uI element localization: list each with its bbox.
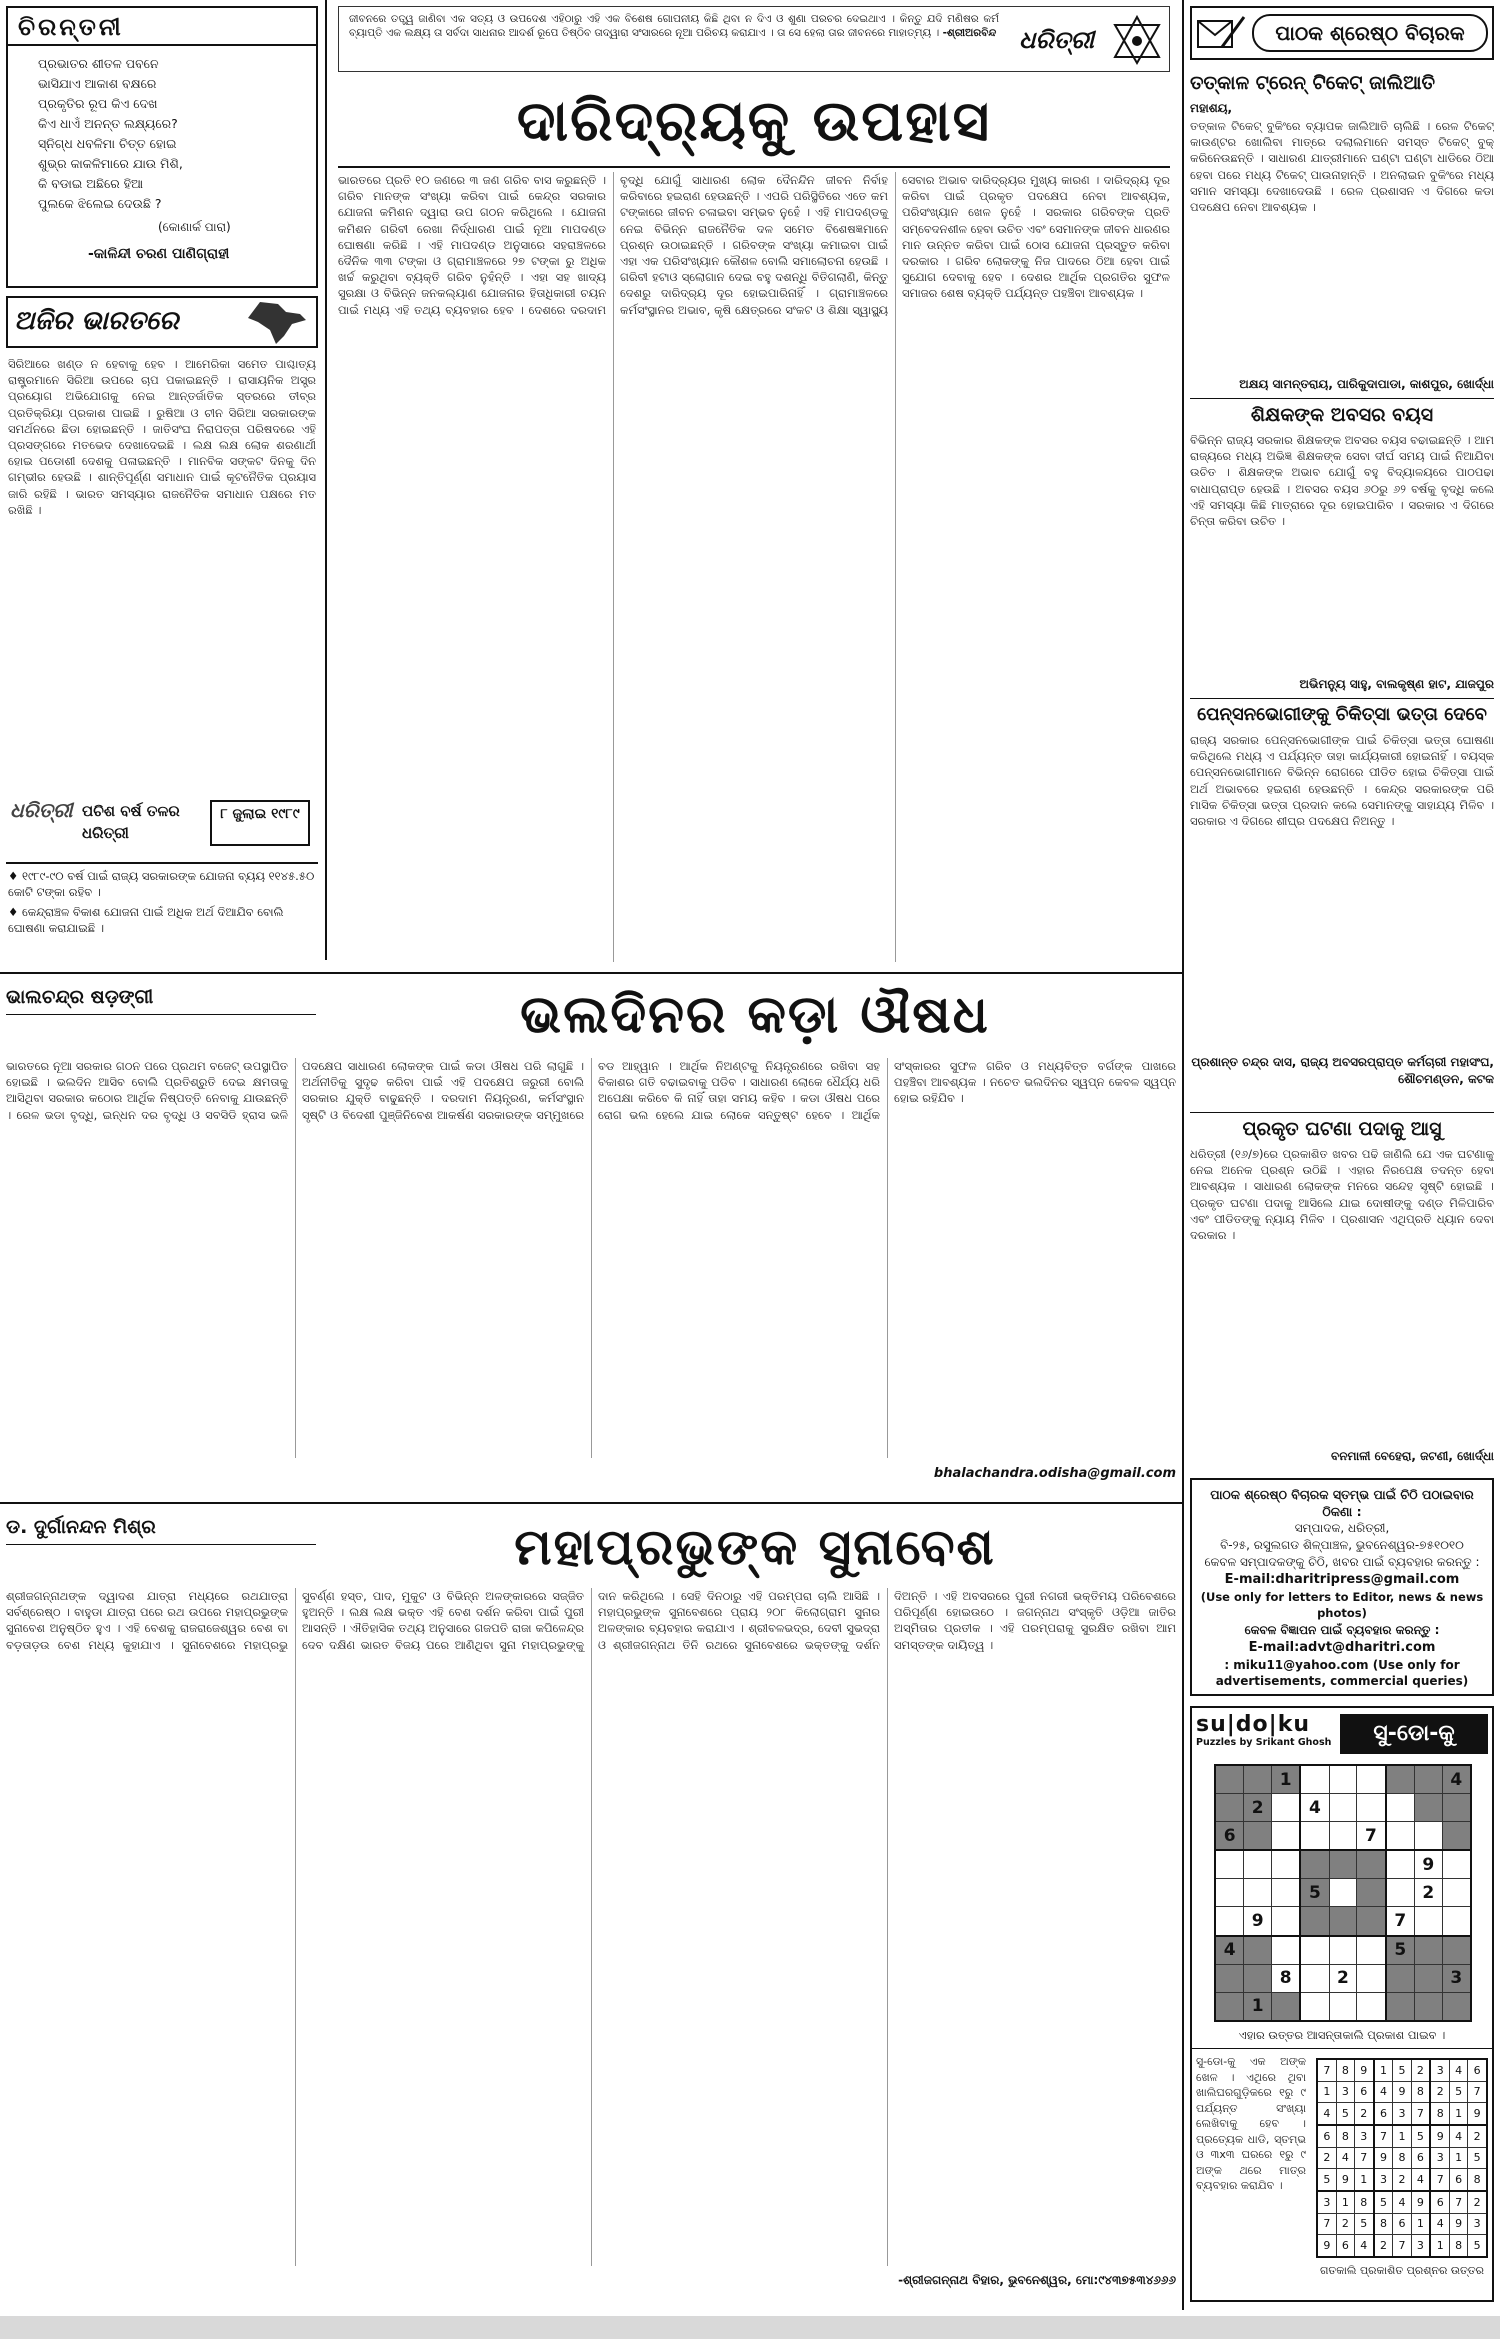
answer-cell: 8 — [1336, 2059, 1354, 2081]
sudoku-cell[interactable] — [1300, 1765, 1329, 1794]
reader-banner — [1190, 6, 1494, 60]
sudoku-cell[interactable] — [1386, 1822, 1415, 1851]
sudoku-cell[interactable] — [1442, 1879, 1471, 1907]
sudoku-cell[interactable] — [1329, 1879, 1357, 1907]
sudoku-cell[interactable] — [1442, 1936, 1471, 1965]
reader-banner-title: ପାଠକ ଶ୍ରେଷ୍ଠ ବିଚାରକ — [1252, 14, 1488, 52]
poem-line: ପ୍ରଭାତର ଶୀତଳ ପବନେ — [38, 56, 159, 71]
answer-cell: 5 — [1468, 2235, 1487, 2257]
sudoku-cell[interactable] — [1300, 1936, 1329, 1965]
sudoku-cell[interactable] — [1300, 1850, 1329, 1879]
sudoku-cell[interactable]: 9 — [1244, 1907, 1272, 1936]
sudoku-cell[interactable] — [1215, 1964, 1244, 1992]
column-divider — [1182, 0, 1184, 2310]
answer-cell: 2 — [1374, 2235, 1393, 2257]
letter-title: ପେନ୍ସନଭୋଗୀଙ୍କୁ ଚିକିତ୍ସା ଭତ୍ତା ଦେବେ — [1197, 704, 1487, 725]
answer-cell: 1 — [1354, 2169, 1373, 2191]
answer-cell: 7 — [1374, 2125, 1393, 2147]
answer-cell: 6 — [1393, 2213, 1411, 2234]
address-line: କେବଳ ସମ୍ପାଦକଙ୍କୁ ଚିଠି, ଖବର ପାଇଁ ବ୍ୟବହାର କରନ୍ତୁ : — [1204, 1555, 1480, 1569]
answer-cell: 7 — [1411, 2103, 1430, 2125]
letter-body: ଧରିତ୍ରୀ (୧୬/୭)ରେ ପ୍ରକାଶିତ ଖବର ପଢି ଜାଣିଲି ଯେ ଏକ ଘଟଣାକୁ ନେଇ ଅନେକ ପ୍ରଶ୍ନ ଉଠିଛି । ଏହାର ନିରପେକ୍ଷ ତଦନ୍ତ ହେବା ଆବଶ୍ୟକ । ସାଧାରଣ ଲୋକଙ୍କ ମନରେ ସନ୍ଦେହ ସୃଷ୍ଟି ହୋଇଛି । ପ୍ରକୃତ ଘଟଣା ପଦାକୁ ଆସିଲେ ଯାଇ ଦୋଷୀଙ୍କୁ ଦଣ୍ଡ ମିଳିପାରିବ ଏବଂ ପୀଡିତଙ୍କୁ ନ୍ୟାୟ ମିଳିବ । ପ୍ରଶାସନ ଏଥିପ୍ରତି ଧ୍ୟାନ ଦେବା ଦରକାର । — [1190, 1147, 1494, 1243]
sudoku-cell[interactable] — [1414, 1765, 1442, 1794]
sudoku-cell[interactable] — [1414, 1964, 1442, 1992]
column-divider — [325, 0, 327, 960]
answer-cell: 4 — [1374, 2081, 1393, 2102]
sudoku-cell[interactable]: 3 — [1442, 1964, 1471, 1992]
answer-cell: 2 — [1317, 2147, 1336, 2168]
answer-cell: 5 — [1393, 2059, 1411, 2081]
mahaprabhu-body: ଶ୍ରୀଜଗନ୍ନାଥଙ୍କ ଦ୍ୱାଦଶ ଯାତ୍ରା ମଧ୍ୟରେ ରଥଯାତ୍ରା ସର୍ବଶ୍ରେଷ୍ଠ । ବାହୁଡା ଯାତ୍ରା ପରେ ରଥ ଉପରେ ମହାପ୍ରଭୁଙ୍କ ସୁନାବେଶ ଅନୁଷ୍ଠିତ ହୁଏ । ଏହି ବେଶକୁ ରାଜରାଜେଶ୍ୱର ବେଶ ବା ବଡ଼ତାଡ଼ଉ ବେଶ ମଧ୍ୟ କୁହାଯାଏ । ସୁନାବେଶରେ ମହାପ୍ରଭୁ ସୁବର୍ଣ୍ଣ ହସ୍ତ, ପାଦ, ମୁକୁଟ ଓ ବିଭିନ୍ନ ଅଳଙ୍କାରରେ ସଜ୍ଜିତ ହୁଅନ୍ତି । ଲକ୍ଷ ଲକ୍ଷ ଭକ୍ତ ଏହି ବେଶ ଦର୍ଶନ କରିବା ପାଇଁ ପୁରୀ ଆସନ୍ତି । ଐତିହାସିକ ତଥ୍ୟ ଅନୁସାରେ ଗଜପତି ରାଜା କପିଳେନ୍ଦ୍ର ଦେବ ଦକ୍ଷିଣ ଭାରତ ବିଜୟ ପରେ ଆଣିଥିବା ସୁନା ମହାପ୍ରଭୁଙ୍କୁ ଦାନ କରିଥିଲେ । ସେହି ଦିନଠାରୁ ଏହି ପରମ୍ପରା ଚାଲି ଆସିଛି । ମହାପ୍ରଭୁଙ୍କ ସୁନାବେଶରେ ପ୍ରାୟ ୨୦୮ କିଲୋଗ୍ରାମ ସୁନାର ଅଳଙ୍କାର ବ୍ୟବହାର କରାଯାଏ । ଶ୍ରୀବଳଭଦ୍ର, ଦେବୀ ସୁଭଦ୍ରା ଓ ଶ୍ରୀଜଗନ୍ନାଥ ତିନି ରଥରେ ସୁନାବେଶରେ ଭକ୍ତଙ୍କୁ ଦର୍ଶନ ଦିଅନ୍ତି । ଏହି ଅବସରରେ ପୁରୀ ନଗରୀ ଭକ୍ତିମୟ ପରିବେଶରେ ପରିପୂର୍ଣ୍ଣ ହୋଇଉଠେ । ଜଗନ୍ନାଥ ସଂସ୍କୃତି ଓଡ଼ିଆ ଜାତିର ଅସ୍ମିତାର ପ୍ରତୀକ । ଏହି ପରମ୍ପରାକୁ ସୁରକ୍ଷିତ ରଖିବା ଆମ ସମସ୍ତଙ୍କ ଦାୟିତ୍ୱ । — [6, 1589, 1176, 1652]
answer-cell: 4 — [1411, 2169, 1430, 2191]
sudoku-cell[interactable]: 7 — [1386, 1907, 1415, 1936]
answer-cell: 6 — [1374, 2103, 1393, 2125]
sudoku-cell[interactable] — [1386, 1879, 1415, 1907]
ad-email-note: advertisements, commercial queries) — [1215, 1674, 1469, 1688]
sudoku-caption: ଏହାର ଉତ୍ତର ଆସନ୍ତାକାଲି ପ୍ରକାଶ ପାଇବ । — [1238, 2028, 1446, 2042]
sudoku-cell[interactable]: 4 — [1215, 1936, 1244, 1965]
letter-signature: ଅଭିମନ୍ୟୁ ସାହୁ, ବାଲକୃଷ୍ଣ ହାଟ, ଯାଜପୁର — [1299, 677, 1494, 691]
sudoku-cell[interactable] — [1244, 1936, 1272, 1965]
sudoku-cell[interactable] — [1414, 1907, 1442, 1936]
answer-cell: 8 — [1468, 2169, 1487, 2191]
answer-cell: 6 — [1336, 2235, 1354, 2257]
dharitri-mini-logo: ଧରିତ୍ରୀ — [10, 798, 73, 822]
answer-cell: 6 — [1430, 2191, 1449, 2213]
divider — [1190, 698, 1494, 699]
divider — [1190, 1112, 1494, 1113]
answer-cell: 2 — [1430, 2081, 1449, 2102]
poem-line: ଭାସିଯାଏ ଆକାଶ ବକ୍ଷରେ — [38, 76, 157, 91]
answer-cell: 1 — [1411, 2213, 1430, 2234]
answer-cell: 3 — [1393, 2103, 1411, 2125]
poem-line: କିଏ ଧାଏଁ ଅନନ୍ତ ଲକ୍ଷ୍ୟରେ? — [38, 116, 178, 131]
masthead-quote-box — [338, 6, 1170, 72]
pachisha-item: ♦ କେନ୍ଦ୍ରାଞ୍ଚଳ ବିକାଶ ଯୋଜନା ପାଇଁ ଅଧିକ ଅର୍ଥ ଦିଆଯିବ ବୋଲି ଘୋଷଣା କରାଯାଇଛି । — [8, 905, 284, 935]
sudoku-cell[interactable] — [1357, 1850, 1386, 1879]
sudoku-cell[interactable] — [1272, 1794, 1301, 1822]
answer-cell: 5 — [1411, 2125, 1430, 2147]
answer-cell: 3 — [1430, 2059, 1449, 2081]
answer-cell: 9 — [1317, 2235, 1336, 2257]
answer-cell: 7 — [1317, 2213, 1336, 2234]
answer-cell: 5 — [1450, 2081, 1468, 2102]
answer-cell: 4 — [1450, 2125, 1468, 2147]
poem-line: କି ବଡାଇ ଅଛିରେ ହିଆ — [38, 176, 144, 191]
page-footer-band — [0, 2316, 1500, 2339]
answer-cell: 9 — [1430, 2125, 1449, 2147]
letter-body: ବିଭିନ୍ନ ରାଜ୍ୟ ସରକାର ଶିକ୍ଷକଙ୍କ ଅବସର ବୟସ ବଢାଇଛନ୍ତି । ଆମ ରାଜ୍ୟରେ ମଧ୍ୟ ଅଭିଜ୍ଞ ଶିକ୍ଷକଙ୍କ ସେବା ଦୀର୍ଘ ସମୟ ପାଇଁ ନିଆଯିବା ଉଚିତ । ଶିକ୍ଷକଙ୍କ ଅଭାବ ଯୋଗୁଁ ବହୁ ବିଦ୍ୟାଳୟରେ ପାଠପଢା ବାଧାପ୍ରାପ୍ତ ହେଉଛି । ଅବସର ବୟସ ୬୦ରୁ ୬୨ ବର୍ଷକୁ ବୃଦ୍ଧି କଲେ ଏହି ସମସ୍ୟା କିଛି ମାତ୍ରାରେ ଦୂର ହୋଇପାରିବ । ସରକାର ଏ ଦିଗରେ ଚିନ୍ତା କରିବା ଉଚିତ । — [1190, 433, 1494, 529]
letter-title: ପ୍ରକୃତ ଘଟଣା ପଦାକୁ ଆସୁ — [1242, 1118, 1442, 1140]
chiranthani-title: ଚିରନ୍ତନୀ — [8, 8, 316, 46]
letter-signature: ଅକ୍ଷୟ ସାମନ୍ତରାୟ, ପାରିକୁଦାପାଡା, କାଶପୁର, ଖୋର୍ଦ୍ଧା — [1239, 377, 1494, 391]
answer-cell: 8 — [1393, 2147, 1411, 2168]
answer-cell: 9 — [1374, 2147, 1393, 2168]
answer-cell: 2 — [1468, 2191, 1487, 2213]
letter-title: ତତ୍କାଳ ଟ୍ରେନ୍ ଟିକେଟ୍ ଜାଲିଆତି — [1190, 72, 1436, 94]
answer-cell: 3 — [1430, 2147, 1449, 2168]
answer-cell: 3 — [1468, 2213, 1487, 2234]
sudoku-cell[interactable]: 2 — [1414, 1879, 1442, 1907]
mahaprabhu-title: ମହାପ୍ରଭୁଙ୍କ ସୁନାବେଶ — [514, 1518, 996, 1576]
sudoku-cell[interactable] — [1329, 1794, 1357, 1822]
sudoku-cell[interactable] — [1442, 1992, 1471, 2021]
sudoku-cell[interactable] — [1215, 1765, 1244, 1794]
answer-cell: 4 — [1393, 2191, 1411, 2213]
pachisha-date: ୮ ଜୁଲାଇ ୧୯୮୯ — [210, 800, 310, 846]
answer-cell: 5 — [1374, 2191, 1393, 2213]
editor-email-note: (Use only for letters to Editor, news & news photos) — [1200, 1590, 1484, 1620]
sudoku-cell[interactable] — [1414, 1822, 1442, 1851]
sudoku-cell[interactable] — [1272, 1850, 1301, 1879]
pachisha-item: ♦ ୧୯୮୯-୯୦ ବର୍ଷ ପାଇଁ ରାଜ୍ୟ ସରକାରଙ୍କ ଯୋଜନା ବ୍ୟୟ ୧୧୪୫.୫୦ କୋଟି ଟଙ୍କା ରହିବ । — [8, 869, 315, 899]
section-divider — [0, 972, 1182, 974]
lead-body: ଭାରତରେ ପ୍ରତି ୧୦ ଜଣରେ ୩ ଜଣ ଗରିବ ବାସ କରୁଛନ୍ତି । ଗରିବ ମାନଙ୍କ ସଂଖ୍ୟା କରିବା ପାଇଁ କେନ୍ଦ୍ର ସରକାର ଯୋଜନା କମିଶନ ଦ୍ୱାରା ଉପ ଗଠନ କରିଥିଲେ । ଯୋଜନା କମିଶନ ଗରିବୀ ରେଖା ନିର୍ଦ୍ଧାରଣ ପାଇଁ ନୂଆ ମାପଦଣ୍ଡ ଘୋଷଣା କରିଛି । ଏହି ମାପଦଣ୍ଡ ଅନୁସାରେ ସହରାଞ୍ଚଳରେ ଦୈନିକ ୩୩ ଟଙ୍କା ଓ ଗ୍ରାମାଞ୍ଚଳରେ ୨୭ ଟଙ୍କା ରୁ ଅଧିକ ଖର୍ଚ୍ଚ କରୁଥିବା ବ୍ୟକ୍ତି ଗରିବ ନୁହଁନ୍ତି । ଏହା ସହ ଖାଦ୍ୟ ସୁରକ୍ଷା ଓ ବିଭିନ୍ନ ଜନକଲ୍ୟାଣ ଯୋଜନାର ହିତାଧିକାରୀ ଚୟନ ପାଇଁ ମଧ୍ୟ ଏହି ତଥ୍ୟ ବ୍ୟବହାର ହେବ । ଦେଶରେ ଦରଦାମ ବୃଦ୍ଧି ଯୋଗୁଁ ସାଧାରଣ ଲୋକ ଦୈନନ୍ଦିନ ଜୀବନ ନିର୍ବାହ କରିବାରେ ହଇରାଣ ହେଉଛନ୍ତି । ଏପରି ପରିସ୍ଥିତିରେ ଏତେ କମ ଟଙ୍କାରେ ଜୀବନ ଚଳାଇବା ସମ୍ଭବ ନୁହେଁ । ଏହି ମାପଦଣ୍ଡକୁ ନେଇ ବିଭିନ୍ନ ରାଜନୈତିକ ଦଳ ସମେତ ବିଶେଷଜ୍ଞମାନେ ପ୍ରଶ୍ନ ଉଠାଇଛନ୍ତି । ଗରିବଙ୍କ ସଂଖ୍ୟା କମାଇବା ପାଇଁ ଏହା ଏକ ପରିସଂଖ୍ୟାନ କୌଶଳ ବୋଲି ସମାଲୋଚନା ହେଉଛି । ଗରିବୀ ହଟାଓ ସ୍ଲୋଗାନ ଦେଇ ବହୁ ଦଶନ୍ଧି ବିତିଗଲାଣି, କିନ୍ତୁ ଦେଶରୁ ଦାରିଦ୍ର୍ୟ ଦୂର ହୋଇପାରିନାହିଁ । ଗ୍ରାମାଞ୍ଚଳରେ କର୍ମସଂସ୍ଥାନର ଅଭାବ, କୃଷି କ୍ଷେତ୍ରରେ ସଂକଟ ଓ ଶିକ୍ଷା ସ୍ୱାସ୍ଥ୍ୟ ସେବାର ଅଭାବ ଦାରିଦ୍ର୍ୟର ମୁଖ୍ୟ କାରଣ । ଦାରିଦ୍ର୍ୟ ଦୂର କରିବା ପାଇଁ ପ୍ରକୃତ ପଦକ୍ଷେପ ନେବା ଆବଶ୍ୟକ, ପରିସଂଖ୍ୟାନ ଖେଳ ନୁହେଁ । ସରକାର ଗରିବଙ୍କ ପ୍ରତି ସମ୍ବେଦନଶୀଳ ହେବା ଉଚିତ ଏବଂ ସେମାନଙ୍କ ଜୀବନ ଧାରଣର ମାନ ଉନ୍ନତ କରିବା ପାଇଁ ଠୋସ ଯୋଜନା ପ୍ରସ୍ତୁତ କରିବା ଦରକାର । ଗରିବ ଲୋକଙ୍କୁ ନିଜ ପାଦରେ ଠିଆ ହେବା ପାଇଁ ସୁଯୋଗ ଦେବାକୁ ହେବ । ଦେଶର ଆର୍ଥିକ ପ୍ରଗତିର ସୁଫଳ ସମାଜର ଶେଷ ବ୍ୟକ୍ତି ପର୍ଯ୍ୟନ୍ତ ପହଞ୍ଚିବା ଆବଶ୍ୟକ । — [338, 173, 1170, 317]
answer-cell: 6 — [1317, 2125, 1336, 2147]
letter-salutation: ମହାଶୟ, — [1190, 101, 1233, 115]
sudoku-box — [1190, 1706, 1494, 2302]
envelope-pen-icon — [1196, 13, 1246, 53]
sudoku-cell[interactable] — [1414, 1992, 1442, 2021]
sudoku-cell[interactable]: 6 — [1215, 1822, 1244, 1851]
sudoku-cell[interactable] — [1386, 1794, 1415, 1822]
answer-cell: 7 — [1468, 2081, 1487, 2102]
letter-signature: ବନମାଳୀ ବେହେରା, ଜଟଣୀ, ଖୋର୍ଦ୍ଧା — [1331, 1449, 1494, 1463]
answer-cell: 8 — [1354, 2191, 1373, 2213]
answer-cell: 7 — [1354, 2147, 1373, 2168]
sudoku-cell[interactable] — [1329, 1907, 1357, 1936]
divider — [6, 1544, 316, 1545]
sudoku-cell[interactable]: 5 — [1300, 1879, 1329, 1907]
answer-cell: 2 — [1411, 2059, 1430, 2081]
poem-line: ପୁଲକେ ଝିଲେଇ ଦେଉଛି ? — [38, 196, 162, 211]
answer-cell: 3 — [1354, 2125, 1373, 2147]
pachisha-title: ପଚିଶ ବର୍ଷ ତଳର ଧରିତ୍ରୀ — [82, 802, 180, 842]
sudoku-cell[interactable] — [1215, 1907, 1244, 1936]
answer-cell: 6 — [1450, 2169, 1468, 2191]
sudoku-cell[interactable] — [1357, 1794, 1386, 1822]
sudoku-cell[interactable] — [1300, 1907, 1329, 1936]
sudoku-cell[interactable] — [1300, 1992, 1329, 2021]
bhaladina-author: ଭାଲଚନ୍ଦ୍ର ଷଡ଼ଙ୍ଗୀ — [6, 986, 154, 1008]
answer-cell: 1 — [1450, 2103, 1468, 2125]
sudoku-cell[interactable] — [1215, 1850, 1244, 1879]
answer-cell: 8 — [1411, 2081, 1430, 2102]
sudoku-cell[interactable] — [1357, 1964, 1386, 1992]
sudoku-title: ସୁ-ଡୋ-କୁ — [1340, 1714, 1488, 1754]
sudoku-cell[interactable] — [1442, 1850, 1471, 1879]
sudoku-cell[interactable] — [1272, 1992, 1301, 2021]
poem-line: ପ୍ରକୃତିର ରୂପ କିଏ ଦେଖ — [38, 96, 158, 111]
sudoku-cell[interactable] — [1215, 1794, 1244, 1822]
answer-cell: 4 — [1450, 2059, 1468, 2081]
answer-cell: 5 — [1336, 2103, 1354, 2125]
answer-cell: 8 — [1336, 2125, 1354, 2147]
poet-name: -କାଳିନ୍ଦୀ ଚରଣ ପାଣିଗ୍ରାହୀ — [88, 246, 230, 262]
sudoku-cell[interactable] — [1414, 1794, 1442, 1822]
answer-cell: 1 — [1317, 2081, 1336, 2102]
sudoku-cell[interactable] — [1272, 1936, 1301, 1965]
bhaladina-body: ଭାରତରେ ନୂଆ ସରକାର ଗଠନ ପରେ ପ୍ରଥମ ବଜେଟ୍ ଉପସ୍ଥାପିତ ହୋଇଛି । ଭଲଦିନ ଆସିବ ବୋଲି ପ୍ରତିଶ୍ରୁତି ଦେଇ କ୍ଷମତାକୁ ଆସିଥିବା ସରକାର କଠୋର ଆର୍ଥିକ ନିଷ୍ପତ୍ତି ନେବାକୁ ଯାଉଛନ୍ତି । ରେଳ ଭଡା ବୃଦ୍ଧି, ଇନ୍ଧନ ଦର ବୃଦ୍ଧି ଓ ସବସିଡି ହ୍ରାସ ଭଳି ପଦକ୍ଷେପ ସାଧାରଣ ଲୋକଙ୍କ ପାଇଁ କଡା ଔଷଧ ପରି ଲାଗୁଛି । ଅର୍ଥନୀତିକୁ ସୁଦୃଢ କରିବା ପାଇଁ ଏହି ପଦକ୍ଷେପ ଜରୁରୀ ବୋଲି ସରକାର ଯୁକ୍ତି ବାଢୁଛନ୍ତି । ଦରଦାମ ନିୟନ୍ତ୍ରଣ, କର୍ମସଂସ୍ଥାନ ସୃଷ୍ଟି ଓ ବିଦେଶୀ ପୁଞ୍ଜିନିବେଶ ଆକର୍ଷଣ ସରକାରଙ୍କ ସମ୍ମୁଖରେ ବଡ ଆହ୍ୱାନ । ଆର୍ଥିକ ନିଅଣ୍ଟକୁ ନିୟନ୍ତ୍ରଣରେ ରଖିବା ସହ ବିକାଶର ଗତି ବଢାଇବାକୁ ପଡିବ । ସାଧାରଣ ଲୋକେ ଧୈର୍ଯ୍ୟ ଧରି ଅପେକ୍ଷା କରିବେ କି ନାହିଁ ତାହା ସମୟ କହିବ । କଡା ଔଷଧ ପରେ ରୋଗ ଭଲ ହେଲେ ଯାଇ ଲୋକେ ସନ୍ତୁଷ୍ଟ ହେବେ । ଆର୍ଥିକ ସଂସ୍କାରର ସୁଫଳ ଗରିବ ଓ ମଧ୍ୟବିତ୍ତ ବର୍ଗଙ୍କ ପାଖରେ ପହଞ୍ଚିବା ଆବଶ୍ୟକ । ନଚେତ ଭଲଦିନର ସ୍ୱପ୍ନ କେବଳ ସ୍ୱପ୍ନ ହୋଇ ରହିଯିବ । — [6, 1059, 1176, 1122]
divider — [6, 1014, 316, 1015]
address-line: ବି-୨୫, ରସୁଲଗଡ ଶିଳ୍ପାଞ୍ଚଳ, ଭୁବନେଶ୍ୱର-୭୫୧୦୧୦ — [1220, 1538, 1464, 1552]
letter-body: ରାଜ୍ୟ ସରକାର ପେନ୍ସନଭୋଗୀଙ୍କ ପାଇଁ ଚିକିତ୍ସା ଭତ୍ତା ଘୋଷଣା କରିଥିଲେ ମଧ୍ୟ ଏ ପର୍ଯ୍ୟନ୍ତ ତାହା କାର୍ଯ୍ୟକାରୀ ହୋଇନାହିଁ । ବୟସ୍କ ପେନ୍ସନଭୋଗୀମାନେ ବିଭିନ୍ନ ରୋଗରେ ପୀଡିତ ହୋଇ ଚିକିତ୍ସା ପାଇଁ ଅର୍ଥ ଅଭାବରେ ହଇରାଣ ହେଉଛନ୍ତି । କେନ୍ଦ୍ର ସରକାରଙ୍କ ପରି ମାସିକ ଚିକିତ୍ସା ଭତ୍ତା ପ୍ରଦାନ କଲେ ସେମାନଙ୍କୁ ସାହାଯ୍ୟ ମିଳିବ । ସରକାର ଏ ଦିଗରେ ଶୀଘ୍ର ପଦକ୍ଷେପ ନିଅନ୍ତୁ । — [1190, 733, 1494, 829]
answer-cell: 8 — [1450, 2235, 1468, 2257]
answer-cell: 6 — [1468, 2059, 1487, 2081]
answer-cell: 3 — [1317, 2191, 1336, 2213]
answer-cell: 7 — [1450, 2191, 1468, 2213]
sudoku-cell[interactable]: 9 — [1414, 1850, 1442, 1879]
divider — [1192, 2048, 1492, 2049]
sudoku-cell[interactable] — [1414, 1936, 1442, 1965]
sudoku-cell[interactable] — [1272, 1879, 1301, 1907]
bhaladina-email: bhalachandra.odisha@gmail.com — [933, 1466, 1176, 1481]
sudoku-cell[interactable] — [1329, 1850, 1357, 1879]
address-box — [1190, 1478, 1494, 1696]
answer-cell: 4 — [1336, 2147, 1354, 2168]
answer-cell: 9 — [1411, 2191, 1430, 2213]
pachisha-items — [8, 868, 316, 940]
quote-text: ଜୀବନରେ ତତ୍ତ୍ୱ ଜାଣିବା ଏକ ସତ୍ୟ ଓ ଉପଦେଶ ଏହିଠାରୁ ଏହି ଏକ ବିଶେଷ ଗୋପନୀୟ କିଛି ଥିବା ନ ଦିଏ ଓ ଶୁଣା ପରଚର ଦେଇଥାଏ । କିନ୍ତୁ ଯଦି ମଣିଷର କର୍ମ ବ୍ୟାପ୍ତି ଏକ ଲକ୍ଷ୍ୟ ତା ସର୍ବଦା ସାଧନାର ଆଦର୍ଶ ରୂପେ ତିଷ୍ଠିବ ତାଦ୍ୱାରା ସଂସାରରେ ନୂଆ ପରିଚୟ କରାଯାଏ । ତା ସେ ହେଲା ତାର ଜୀବନରେ ମାହାତ୍ମ୍ୟ । — [349, 13, 999, 39]
address-heading: ପାଠକ ଶ୍ରେଷ୍ଠ ବିଚାରକ ସ୍ତମ୍ଭ ପାଇଁ ଚିଠି ପଠାଇବାର ଠିକଣା : — [1210, 1487, 1474, 1519]
answer-cell: 1 — [1430, 2235, 1449, 2257]
answer-cell: 1 — [1450, 2147, 1468, 2168]
section-divider — [0, 1502, 1182, 1504]
answer-cell: 7 — [1430, 2169, 1449, 2191]
sudoku-cell[interactable] — [1272, 1907, 1301, 1936]
answer-cell: 9 — [1468, 2103, 1487, 2125]
ajira-bharat-body: ସିରିଆରେ ଖଣ୍ଡ ନ ହେବାକୁ ହେବ । ଆମେରିକା ସମେତ ପାଶ୍ଚାତ୍ୟ ରାଷ୍ଟ୍ରମାନେ ସିରିଆ ଉପରେ ଚାପ ପକାଇଛନ୍ତି । ରାସାୟନିକ ଅସ୍ତ୍ର ପ୍ରୟୋଗ ଅଭିଯୋଗକୁ ନେଇ ଆନ୍ତର୍ଜାତିକ ସ୍ତରରେ ତୀବ୍ର ପ୍ରତିକ୍ରିୟା ପ୍ରକାଶ ପାଇଛି । ରୁଷିଆ ଓ ଚୀନ ସିରିଆ ସରକାରଙ୍କ ସମର୍ଥନରେ ଛିଡା ହୋଇଛନ୍ତି । ଜାତିସଂଘ ନିରାପତ୍ତା ପରିଷଦରେ ଏହି ପ୍ରସଙ୍ଗରେ ମତଭେଦ ଦେଖାଦେଇଛି । ଲକ୍ଷ ଲକ୍ଷ ଲୋକ ଶରଣାର୍ଥୀ ହୋଇ ପଡୋଶୀ ଦେଶକୁ ପଳାଇଛନ୍ତି । ମାନବିକ ସଙ୍କଟ ଦିନକୁ ଦିନ ଗମ୍ଭୀର ହେଉଛି । ଶାନ୍ତିପୂର୍ଣ୍ଣ ସମାଧାନ ପାଇଁ କୂଟନୈତିକ ପ୍ରୟାସ ଜାରି ରହିଛି । ଭାରତ ସମସ୍ୟାର ରାଜନୈତିକ ସମାଧାନ ପକ୍ଷରେ ମତ ରଖିଛି । — [8, 357, 316, 517]
sudoku-cell[interactable] — [1386, 1765, 1415, 1794]
answer-cell: 5 — [1317, 2169, 1336, 2191]
sudoku-cell[interactable]: 5 — [1386, 1936, 1415, 1965]
answer-cell: 2 — [1393, 2169, 1411, 2191]
sudoku-brand-text: su|do|ku — [1196, 1712, 1310, 1737]
answer-cell: 9 — [1336, 2169, 1354, 2191]
sudoku-cell[interactable]: 4 — [1442, 1765, 1471, 1794]
sudoku-cell[interactable] — [1300, 1964, 1329, 1992]
sudoku-cell[interactable] — [1442, 1822, 1471, 1851]
india-map-icon — [240, 300, 310, 346]
sudoku-cell[interactable] — [1357, 1907, 1386, 1936]
sudoku-cell[interactable] — [1244, 1822, 1272, 1851]
sudoku-cell[interactable]: 7 — [1357, 1822, 1386, 1851]
ajira-bharat-title: ଅଜିର ଭାରତରେ — [14, 306, 179, 336]
sudoku-cell[interactable] — [1329, 1936, 1357, 1965]
letter-title: ଶିକ୍ଷକଙ୍କ ଅବସର ବୟସ — [1250, 404, 1434, 426]
answer-cell: 7 — [1317, 2059, 1336, 2081]
sudoku-cell[interactable] — [1386, 1850, 1415, 1879]
mahaprabhu-author: ଡ. ଦୁର୍ଗାନନ୍ଦନ ମିଶ୍ର — [6, 1516, 156, 1538]
sudoku-cell[interactable] — [1244, 1879, 1272, 1907]
answer-cell: 6 — [1411, 2147, 1430, 2168]
answer-cell: 3 — [1336, 2081, 1354, 2102]
sudoku-cell[interactable] — [1329, 1822, 1357, 1851]
sudoku-cell[interactable] — [1244, 1765, 1272, 1794]
sudoku-cell[interactable] — [1300, 1822, 1329, 1851]
mahaprabhu-signature: -ଶ୍ରୀଜଗନ୍ନାଥ ବିହାର, ଭୁବନେଶ୍ୱର, ମୋ:୯୪୩୭୫୩୪୬୬୬ — [898, 2273, 1176, 2287]
answer-cell: 9 — [1450, 2213, 1468, 2234]
sudoku-cell[interactable] — [1215, 1992, 1244, 2021]
sudoku-rules: ସୁ-ଡୋ-କୁ ଏକ ଅଙ୍କ ଖେଳ । ଏଥିରେ ଥିବା ଖାଲିଘରଗୁଡ଼ିକରେ ୧ରୁ ୯ ପର୍ଯ୍ୟନ୍ତ ସଂଖ୍ୟା ଲେଖିବାକୁ ହେବ । ପ୍ରତ୍ୟେକ ଧାଡି, ସ୍ତମ୍ଭ ଓ ୩x୩ ଘରରେ ୧ରୁ ୯ ଅଙ୍କ ଥରେ ମାତ୍ର ବ୍ୟବହାର କରାଯିବ । — [1196, 2055, 1306, 2192]
sudoku-cell[interactable]: 8 — [1272, 1964, 1301, 1992]
sudoku-cell[interactable] — [1386, 1992, 1415, 2021]
sudoku-cell[interactable]: 2 — [1244, 1794, 1272, 1822]
sudoku-answer-grid — [1316, 2058, 1488, 2258]
poem-line: ଶୁଭ୍ର କାକଳିମାରେ ଯାଉ ମିଶି, — [38, 156, 183, 171]
answer-cell: 2 — [1468, 2125, 1487, 2147]
answer-cell: 7 — [1393, 2235, 1411, 2257]
paper-logo: ଧରିତ୍ରୀ — [1019, 25, 1094, 54]
sudoku-cell[interactable]: 1 — [1244, 1992, 1272, 2021]
sudoku-cell[interactable] — [1357, 1992, 1386, 2021]
lead-title: ଦାରିଦ୍ର୍ୟକୁ ଉପହାସ — [516, 89, 992, 154]
sudoku-cell[interactable] — [1442, 1794, 1471, 1822]
sudoku-cell[interactable] — [1386, 1964, 1415, 1992]
sudoku-cell[interactable] — [1272, 1822, 1301, 1851]
sudoku-cell[interactable] — [1215, 1879, 1244, 1907]
ad-heading: କେବଳ ବିଜ୍ଞାପନ ପାଇଁ ବ୍ୟବହାର କରନ୍ତୁ : — [1244, 1623, 1440, 1637]
answer-cell: 1 — [1393, 2125, 1411, 2147]
quote-author: -ଶ୍ରୀଅରବିନ୍ଦ — [942, 27, 997, 39]
sudoku-cell[interactable]: 4 — [1300, 1794, 1329, 1822]
bhaladina-title: ଭଲଦିନର କଡ଼ା ଔଷଧ — [520, 985, 990, 1045]
answer-cell: 5 — [1354, 2213, 1373, 2234]
sudoku-cell[interactable] — [1244, 1850, 1272, 1879]
sudoku-grid[interactable] — [1214, 1764, 1472, 2022]
answer-cell: 2 — [1354, 2103, 1373, 2125]
divider — [338, 166, 1170, 168]
sudoku-cell[interactable] — [1357, 1936, 1386, 1965]
sudoku-cell[interactable] — [1329, 1992, 1357, 2021]
pachisha-header — [6, 790, 318, 860]
star-emblem-icon — [1111, 13, 1163, 67]
sudoku-cell[interactable]: 1 — [1272, 1765, 1301, 1794]
masthead-quote — [349, 12, 999, 68]
divider — [1190, 398, 1494, 399]
sudoku-byline: Puzzles by Srikant Ghosh — [1196, 1737, 1332, 1748]
answer-cell: 3 — [1411, 2235, 1430, 2257]
answer-caption: ଗତକାଲି ପ୍ରକାଶିତ ପ୍ରଶ୍ନର ଉତ୍ତର — [1319, 2264, 1485, 2277]
answer-cell: 9 — [1354, 2059, 1373, 2081]
sudoku-cell[interactable] — [1442, 1907, 1471, 1936]
answer-cell: 8 — [1374, 2213, 1393, 2234]
answer-cell: 9 — [1393, 2081, 1411, 2102]
ad-email-alt[interactable]: : miku11@yahoo.com (Use only for — [1224, 1658, 1460, 1672]
answer-cell: 3 — [1374, 2169, 1393, 2191]
answer-cell: 1 — [1374, 2059, 1393, 2081]
divider — [6, 862, 318, 864]
poem-source: (କୋଣାର୍କ ପାରା) — [158, 220, 231, 234]
answer-cell: 4 — [1430, 2213, 1449, 2234]
answer-cell: 4 — [1354, 2235, 1373, 2257]
answer-cell: 2 — [1336, 2213, 1354, 2234]
answer-cell: 8 — [1430, 2103, 1449, 2125]
letter-body: ତତ୍କାଳ ଟିକେଟ୍ ବୁକିଂରେ ବ୍ୟାପକ ଜାଲିଆତି ଚାଲିଛି । ରେଳ ଟିକେଟ୍ କାଉଣ୍ଟର ଖୋଲିବା ମାତ୍ରେ ଦଲାଲମାନେ ସମସ୍ତ ଟିକେଟ୍ ବୁକ୍ କରିନେଉଛନ୍ତି । ସାଧାରଣ ଯାତ୍ରୀମାନେ ଘଣ୍ଟା ଘଣ୍ଟା ଧାଡିରେ ଠିଆ ହେବା ପରେ ମଧ୍ୟ ଟିକେଟ୍ ପାଉନାହାନ୍ତି । ଅନଲାଇନ ବୁକିଂରେ ମଧ୍ୟ ସମାନ ସମସ୍ୟା ଦେଖାଦେଉଛି । ରେଳ ପ୍ରଶାସନ ଏ ଦିଗରେ କଡା ପଦକ୍ଷେପ ନେବା ଆବଶ୍ୟକ । — [1190, 119, 1494, 215]
chiranthani-box — [6, 6, 318, 288]
answer-cell: 4 — [1317, 2103, 1336, 2125]
sudoku-brand — [1196, 1712, 1336, 1758]
sudoku-cell[interactable] — [1329, 1765, 1357, 1794]
answer-cell: 5 — [1468, 2147, 1487, 2168]
letter-signature: ପ୍ରଶାନ୍ତ ଚନ୍ଦ୍ର ଦାସ, ରାଜ୍ୟ ଅବସରପ୍ରାପ୍ତ କର୍ମଚାରୀ ମହାସଂଘ, ଶୌଚମଣ୍ଡନ, କଟକ — [1191, 1055, 1494, 1086]
answer-cell: 6 — [1354, 2081, 1373, 2102]
editor-email-link[interactable]: E-mail:dharitripress@gmail.com — [1224, 1572, 1460, 1587]
ajira-bharat-header — [6, 296, 318, 348]
address-line: ସମ୍ପାଦକ, ଧରିତ୍ରୀ, — [1294, 1521, 1390, 1535]
sudoku-cell[interactable] — [1357, 1879, 1386, 1907]
answer-cell: 1 — [1336, 2191, 1354, 2213]
ad-email-link[interactable]: E-mail:advt@dharitri.com — [1248, 1640, 1436, 1655]
poem-lines — [38, 54, 308, 214]
sudoku-cell[interactable]: 2 — [1329, 1964, 1357, 1992]
poem-line: ସ୍ନିଗ୍ଧ ଧବଳିମା ଚିତ୍ତ ହୋଇ — [38, 136, 177, 151]
sudoku-cell[interactable] — [1357, 1765, 1386, 1794]
sudoku-cell[interactable] — [1244, 1964, 1272, 1992]
